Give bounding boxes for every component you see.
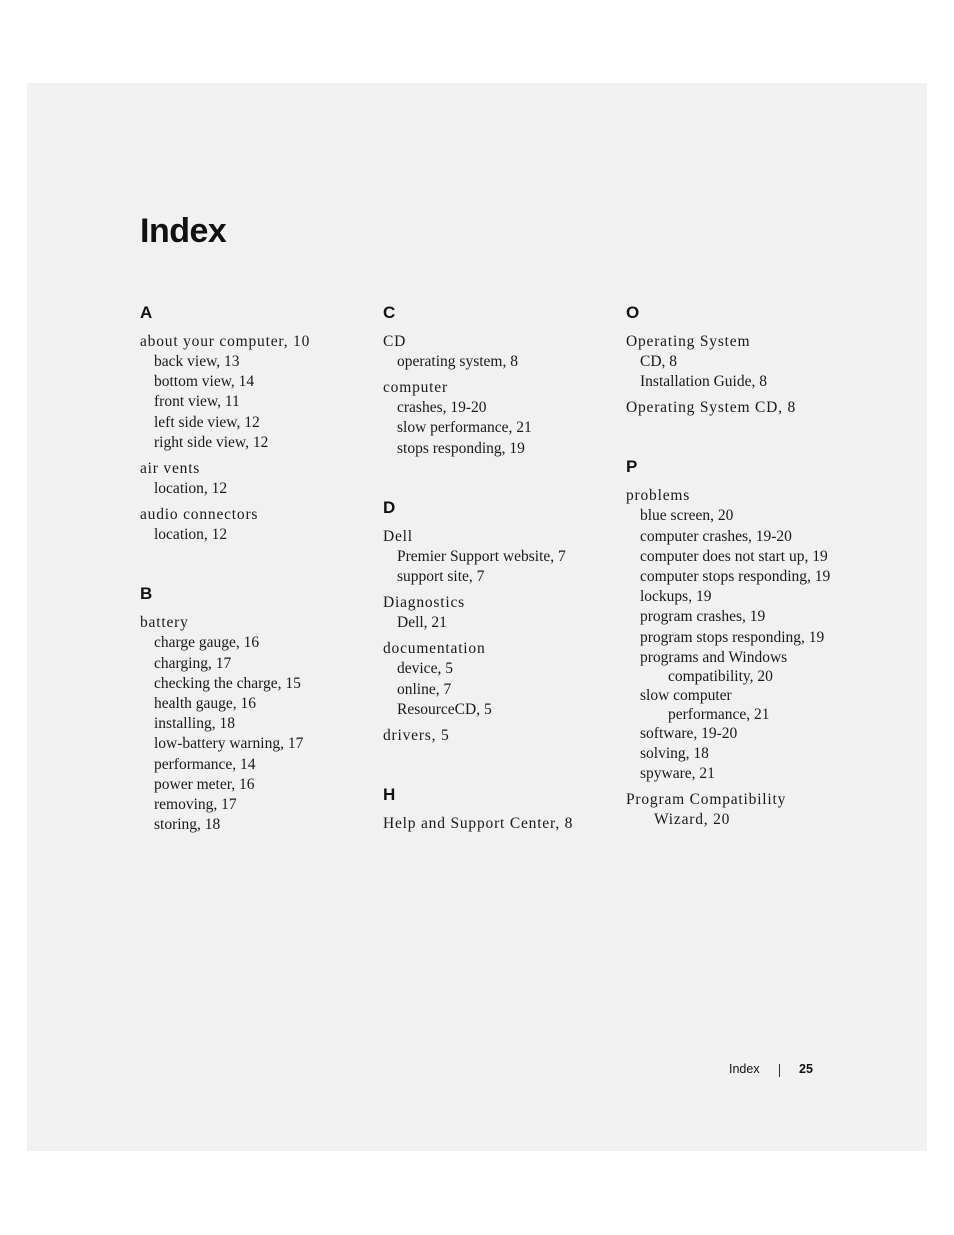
sub-entry: CD, 8	[640, 353, 678, 370]
sub-entry: slow performance, 21	[397, 419, 532, 437]
sub-entry: left side view, 12	[154, 413, 260, 431]
sub-entry: back view, 13	[154, 353, 240, 370]
index-entry-dell	[383, 527, 613, 587]
main-entry: CD	[383, 333, 407, 350]
sub-entry: blue screen, 20	[640, 507, 734, 525]
sub-entry: removing, 17	[154, 796, 237, 814]
section-letter-p: P	[626, 457, 638, 477]
section-letter-a: A	[140, 303, 153, 322]
section-letter-o: O	[626, 303, 640, 322]
sub-entry: computer crashes, 19-20	[640, 527, 792, 545]
section-letter-c: C	[383, 303, 396, 322]
sub-entry: lockups, 19	[640, 588, 712, 606]
sub-entry: location, 12	[154, 480, 228, 498]
index-entry-battery	[140, 613, 370, 835]
sub-entry: stops responding, 19	[397, 439, 525, 457]
index-entry-help-and-support	[383, 814, 613, 834]
sub-entry: program crashes, 19	[640, 608, 766, 626]
main-entry-continuation: Wizard, 20	[654, 811, 731, 829]
main-entry: Dell	[383, 527, 413, 545]
section-letter-d: D	[383, 497, 396, 517]
sub-entry: location, 12	[154, 526, 228, 544]
section-letter-b: B	[140, 584, 153, 604]
page-footer	[729, 1062, 813, 1076]
sub-entry: charging, 17	[154, 654, 232, 672]
sub-entry: spyware, 21	[640, 765, 715, 783]
sub-entry: charge gauge, 16	[154, 634, 260, 652]
sub-entry: front view, 11	[154, 393, 240, 411]
sub-entry: performance, 14	[154, 755, 256, 773]
index-column-1	[140, 302, 370, 841]
sub-entry: storing, 18	[154, 816, 221, 834]
index-entry-audio-connectors	[140, 505, 370, 545]
sub-entry: ResourceCD, 5	[397, 700, 492, 718]
footer-section-label: Index	[729, 1062, 760, 1076]
main-entry: Diagnostics	[383, 594, 465, 612]
sub-entry: power meter, 16	[154, 775, 255, 793]
sub-entry: crashes, 19-20	[397, 399, 487, 417]
index-entry-operating-system	[626, 332, 856, 392]
index-entry-computer	[383, 378, 613, 459]
main-entry: audio connectors	[140, 506, 259, 524]
sub-entry-line: slow computer	[640, 686, 732, 704]
index-entry-documentation	[383, 639, 613, 720]
sub-entry: computer stops responding, 19	[640, 568, 831, 586]
sub-entry: bottom view, 14	[154, 373, 255, 391]
sub-entry: device, 5	[397, 660, 453, 678]
sub-entry: Installation Guide, 8	[640, 373, 767, 391]
main-entry: problems	[626, 487, 691, 505]
sub-entry-continuation: performance, 21	[668, 705, 770, 723]
main-entry: drivers, 5	[383, 727, 450, 745]
page-number: 25	[799, 1062, 813, 1076]
sub-entry: operating system, 8	[397, 353, 518, 370]
sub-entry: Dell, 21	[397, 614, 447, 632]
sub-entry: low-battery warning, 17	[154, 735, 304, 753]
main-entry: Operating System	[626, 333, 751, 350]
sub-entry: right side view, 12	[154, 433, 269, 451]
main-entry: computer	[383, 379, 448, 397]
index-entry-air-vents	[140, 459, 370, 499]
sub-entry-wrapped	[626, 648, 856, 686]
sub-entry: installing, 18	[154, 715, 235, 733]
main-entry: documentation	[383, 640, 486, 658]
index-entry-problems	[626, 486, 856, 784]
index-entry-about-your-computer	[140, 332, 370, 453]
sub-entry: health gauge, 16	[154, 695, 257, 713]
main-entry: battery	[140, 614, 189, 632]
sub-entry-wrapped	[626, 686, 856, 724]
sub-entry: program stops responding, 19	[640, 628, 825, 646]
main-entry: air vents	[140, 460, 201, 478]
sub-entry: online, 7	[397, 680, 452, 698]
sub-entry: Premier Support website, 7	[397, 547, 566, 565]
main-entry: Operating System CD, 8	[626, 399, 797, 417]
main-entry: about your computer, 10	[140, 333, 311, 350]
index-entry-program-compatibility	[626, 790, 856, 830]
page-title: Index	[140, 212, 227, 250]
sub-entry: software, 19-20	[640, 724, 738, 742]
index-column-2	[383, 302, 613, 840]
sub-entry: support site, 7	[397, 568, 485, 586]
index-entry-operating-system-cd	[626, 398, 856, 418]
main-entry-wrapped	[626, 790, 856, 830]
sub-entry-line: programs and Windows	[640, 648, 788, 666]
section-letter-h: H	[383, 785, 396, 805]
footer-divider	[779, 1064, 780, 1077]
index-entry-diagnostics	[383, 593, 613, 633]
index-entry-cd	[383, 332, 613, 372]
sub-entry-continuation: compatibility, 20	[668, 667, 773, 685]
sub-entry: checking the charge, 15	[154, 674, 301, 692]
sub-entry: solving, 18	[640, 745, 709, 763]
sub-entry: computer does not start up, 19	[640, 547, 828, 565]
index-entry-drivers	[383, 726, 613, 746]
main-entry: Help and Support Center, 8	[383, 815, 574, 833]
main-entry-line: Program Compatibility	[626, 791, 787, 809]
index-column-3	[626, 302, 856, 836]
